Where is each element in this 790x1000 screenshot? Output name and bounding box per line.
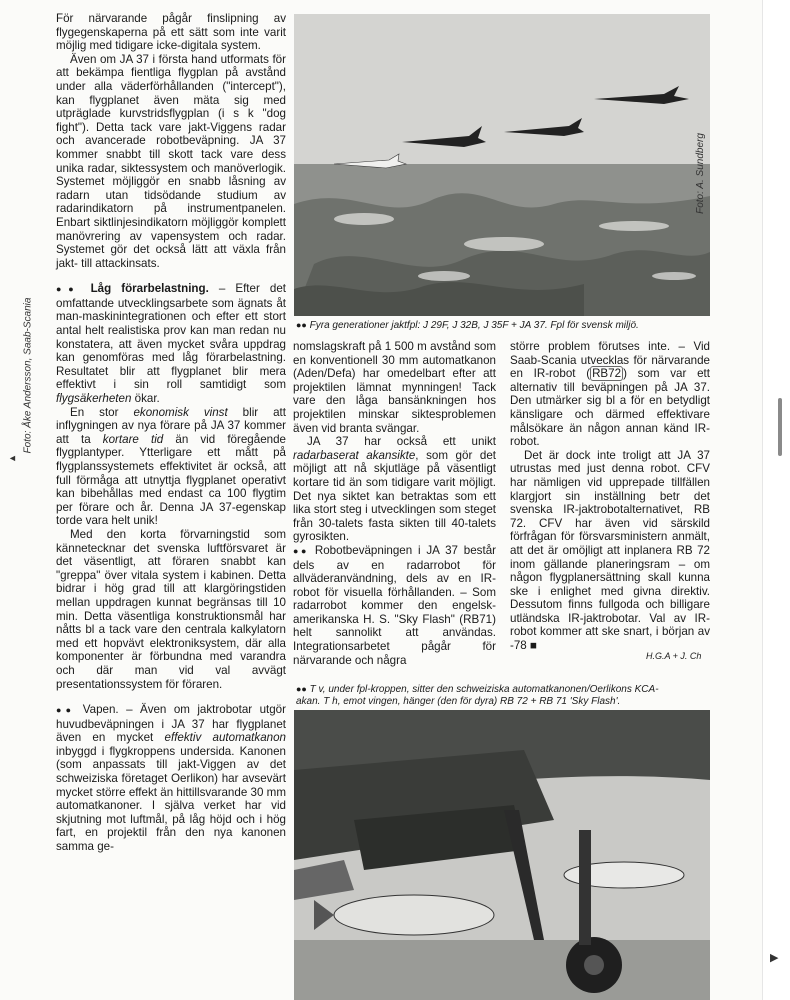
previous-arrow-icon: ◄ — [8, 453, 17, 463]
side-photo-credit: Foto: Åke Andersson, Saab-Scania — [22, 297, 34, 454]
photo-caption: ●● Fyra generationer jaktfpl: J 29F, J 32B, J 35F + JA 37. Fpl för svensk miljö. — [296, 320, 639, 331]
highlighted-term: RB72 — [592, 367, 622, 381]
weapons-photo-illustration — [294, 710, 710, 1000]
paragraph: Även om JA 37 i första hand utformats för att bekämpa fientliga flygplan på avstånd under alla väderförhållanden ("intercept"), kan flygplanet även mäta sig med utpräglade kurvstridsflygplan (i s k "dog fight"). Detta tack vare jakt-Viggens radar och avancerade robotbeväpning. JA 37 kommer snabbt till skott tack vare dess unika radar, siktessystem och manöverlogik. Systemet möjliggör en snabb låsning av radarn utan tidsödande studium av radarindikatorn på instrumentpanelen. Enbart siktlinjesindikatorn möjliggör komplett manövrering av vapensystem och radar. Systemet gör det också lätt att växla från jakt- till attackinsats. — [56, 52, 286, 270]
paragraph: En stor ekonomisk vinst blir att inflygningen av nya förare på JA 37 kommer att ta kortare tid än vid föregående flygplantyper. Ytterligare ett mått på flygplanssystemets effektivitet är också, att full förmåga att utnyttja flygplanet operativt kan bibehållas med endast ca 100 flygtim per förare och år. Denna JA 37-egenskap torde vara helt unik! — [56, 405, 287, 528]
author-signature: H.G.A + J. Ch — [646, 651, 702, 661]
underside-weapons-photo — [294, 710, 710, 1000]
section-heading: Låg förarbelastning. — [90, 282, 209, 296]
aircraft-formation-photo — [294, 14, 710, 316]
paragraph: ●● Robotbeväpningen i JA 37 består dels av en radarrobot för allväderanvändning, dels av en IR-robot för visuella förhållanden. – Som radarrobot kommer den engelsk-amerikanska H. S. "Sky Flash" (RB71) helt sannolikt att användas. Integrationsarbetet pågår för närvarande och några — [293, 543, 496, 667]
paragraph: nomslagskraft på 1 500 m avstånd som en konventionell 30 mm automatkanon (Aden/Defa) har omedelbart efter att projektilen lämnat mynningen! Tack vare den låga bansänkningen hos projektilen minskar siktesproblemen även vid branta svängar. — [293, 340, 496, 435]
formation-photo-illustration — [294, 14, 710, 316]
section-heading: Vapen. — [82, 703, 119, 717]
scrollbar-thumb[interactable] — [778, 398, 782, 456]
text-column-2 — [293, 340, 496, 667]
paragraph: För närvarande pågår finslipning av flygegenskaperna på ett sätt som inte varit möjlig med tidigare icke-digitala system. — [56, 12, 286, 53]
bullet-icon: ●● — [56, 284, 81, 295]
photo-credit: Foto: A. Sundberg — [694, 133, 706, 214]
photo-caption: ●● T v, under fpl-kroppen, sitter den schweiziska automatkanonen/Oerlikons KCA- akan. T h, emot vingen, hänger (den för dyra) RB 72 + RB 71 'Sky Flash'. — [296, 684, 659, 707]
bullet-icon: ●● — [56, 705, 76, 716]
paragraph: ●● Låg förarbelastning. – Efter det omfattande utvecklingsarbete som ägnats åt man-maskinintegrationen och efter ett stort antal helt realistiska prov kan man redan nu konstatera, att även mycket svåra uppdrag kan genomföras med låg förarbelastning. Resultatet blir att flygplanet blir mera effektivt i sin roll samtidigt som flygsäkerheten ökar. — [56, 282, 286, 406]
vertical-scrollbar[interactable] — [762, 0, 790, 1000]
text-column-1 — [56, 12, 286, 854]
end-mark: ■ — [530, 639, 538, 653]
paragraph: större problem förutses inte. – Vid Saab-Scania utvecklas för närvarande en IR-robot ( RB72 ) som var ett alternativ till beväpningen på JA 37. Den utmärker sig bl a för en betydligt känsligare och därmed effektivare målsökare än någon annan känd IR-robot. — [510, 340, 710, 449]
next-page-arrow-icon[interactable]: ▶ — [770, 952, 779, 964]
paragraph: JA 37 har också ett unikt radarbaserat akansikte, som gör det möjligt att nå skjutläge på väsentligt kortare tid än som tidigare varit möjligt. Det nya siktet kan betraktas som ett lika stort steg i utvecklingen som steget från 30-talets fasta sikten till 40-talets gyrosikten. — [293, 435, 497, 544]
text-column-3 — [510, 340, 710, 653]
paragraph: ●● Vapen. – Även om jaktrobotar utgör huvudbeväpningen i JA 37 har flygplanet även en mycket effektiv automatkanon inbyggd i flygkroppens undersida. Kanonen (som anpassats till jakt-Viggen av det schweiziska företaget Oerlikon) har avsevärt mycket större effekt än hittillsvarande 30 mm automatkanoner. I själva verket har vid skjutning mot luftmål, på låg höjd och i hög fart, en projektil från den nya kanonen samma ge- — [56, 703, 286, 854]
paragraph: Det är dock inte troligt att JA 37 utrustas med just denna robot. CFV har nämligen vid upprepade tillfällen klargjort sin inställning betr det svenska IR-jaktrobotalternativet, RB 72. CFV har även vid särskild förfrågan för försvarsministern anmält, att det är omöjligt att inplanera RB 72 inom gällande planeringsram – om någon flygplanersättning skall kunna ske i enlighet med givna direktiv. Dessutom finns fullgoda och billigare utländska IR-jaktrobotar. Val av IR-robot kommer att ske snart, i början av -78 ■ — [510, 448, 710, 653]
paragraph: Med den korta förvarningstid som kännetecknar det svenska luftförsvaret är det väsentligt, att föraren snabbt kan "greppa" över vitala system i kabinen. Detta bidrar i hög grad till att klargöringstiden mellan uppdragen kunnat begränsas till 10 min. Detta väsentliga konstruktionsmål har nåtts bl a tack vare den centrala kalkylatorn med ett hopvävt elektroniksystem, där alla komponenter är förbundna med varandra och där man vid val avvägt presentationssystem för föraren. — [56, 527, 286, 691]
